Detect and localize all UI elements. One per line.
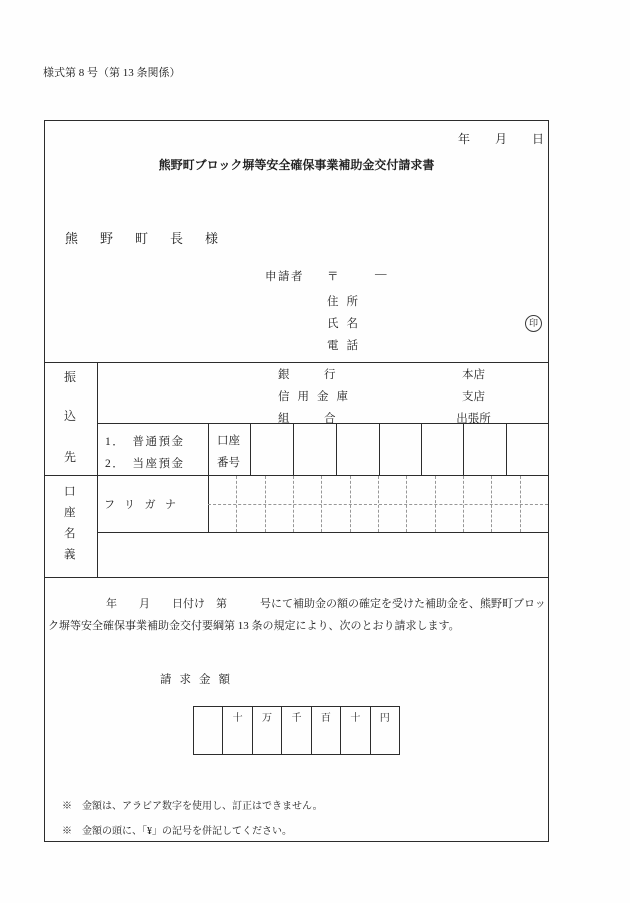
- account-digit-cell-rule: [506, 423, 507, 475]
- furigana-grid-rule: [236, 476, 237, 532]
- amount-unit-cell: 十: [341, 707, 370, 754]
- account-number-label: 番号: [217, 457, 240, 469]
- branch-type-row: 本店: [462, 369, 485, 381]
- deposit-option: 2． 当座預金: [105, 458, 185, 470]
- holder-section-label-char: 口: [64, 486, 76, 498]
- amount-table: [193, 706, 400, 755]
- amount-unit-cell: 百: [312, 707, 341, 754]
- table-rule: [44, 577, 549, 578]
- request-body-line2: ク塀等安全確保事業補助金交付要綱第 13 条の規定により、次のとおり請求します。: [48, 620, 460, 632]
- table-rule: [250, 423, 251, 475]
- furigana-grid-rule: [435, 476, 436, 532]
- account-digit-cell-rule: [379, 423, 380, 475]
- amount-label: 請求金額: [160, 674, 238, 686]
- issue-date-line: 年月日: [458, 132, 570, 146]
- holder-section-label-char: 座: [64, 507, 76, 519]
- postal-code-separator: ―: [375, 268, 387, 280]
- seal-stamp: [525, 315, 542, 332]
- furigana-grid-rule: [265, 476, 266, 532]
- transfer-section-label-char: 込: [64, 409, 77, 423]
- form-title: 熊野町ブロック塀等安全確保事業補助金交付請求書: [158, 158, 435, 172]
- furigana-grid-rule: [520, 476, 521, 532]
- furigana-grid-rule: [321, 476, 322, 532]
- account-digit-cell-rule: [463, 423, 464, 475]
- account-digit-cell-rule: [293, 423, 294, 475]
- seal-character: 印: [528, 318, 538, 328]
- address-label: 住所: [327, 296, 366, 308]
- request-body-line1: 年 月 日付け 第 号にて補助金の額の確定を受けた補助金を、熊野町ブロッ: [106, 598, 546, 610]
- furigana-grid-rule: [491, 476, 492, 532]
- table-rule: [208, 423, 209, 532]
- table-rule: [97, 532, 549, 533]
- branch-type-row: 出張所: [456, 413, 491, 425]
- transfer-section-label-char: 振: [64, 370, 77, 384]
- amount-unit-cell: 千: [282, 707, 311, 754]
- phone-label: 電話: [327, 340, 366, 352]
- table-rule: [44, 362, 549, 363]
- note-line: ※ 金額は、アラビア数字を使用し、訂正はできません。: [62, 801, 323, 812]
- table-rule: [44, 475, 549, 476]
- addressee-line: 熊野町長様: [65, 231, 241, 246]
- furigana-grid-rule: [463, 476, 464, 532]
- amount-unit-cell: 円: [379, 713, 390, 724]
- furigana-grid-rule: [406, 476, 407, 532]
- branch-type-row: 支店: [462, 391, 485, 403]
- furigana-label: フリガナ: [104, 499, 186, 511]
- note-line: ※ 金額の頭に、「¥」の記号を併記してください。: [62, 826, 292, 837]
- furigana-grid-rule: [350, 476, 351, 532]
- account-digit-cell-rule: [421, 423, 422, 475]
- amount-unit-cell: 十: [223, 707, 252, 754]
- holder-section-label-char: 名: [64, 528, 76, 540]
- furigana-grid-rule: [378, 476, 379, 532]
- name-label: 氏名: [327, 318, 366, 330]
- bank-type-row: 組 合: [278, 413, 336, 425]
- amount-blank-cell: [194, 707, 223, 754]
- form-number-label: 様式第 8 号（第 13 条関係）: [43, 67, 181, 79]
- account-number-label: 口座: [217, 435, 240, 447]
- furigana-grid-rule: [293, 476, 294, 532]
- deposit-option: 1． 普通預金: [105, 436, 185, 448]
- bank-type-row: 銀 行: [278, 369, 336, 381]
- table-rule: [97, 362, 98, 577]
- transfer-section-label-char: 先: [64, 450, 77, 464]
- holder-section-label-char: 義: [64, 549, 76, 561]
- applicant-label: 申請者: [265, 271, 304, 283]
- amount-unit-cell: 万: [253, 707, 282, 754]
- postal-mark: 〒: [327, 271, 339, 283]
- bank-type-row: 信用金庫: [278, 391, 356, 403]
- account-digit-cell-rule: [336, 423, 337, 475]
